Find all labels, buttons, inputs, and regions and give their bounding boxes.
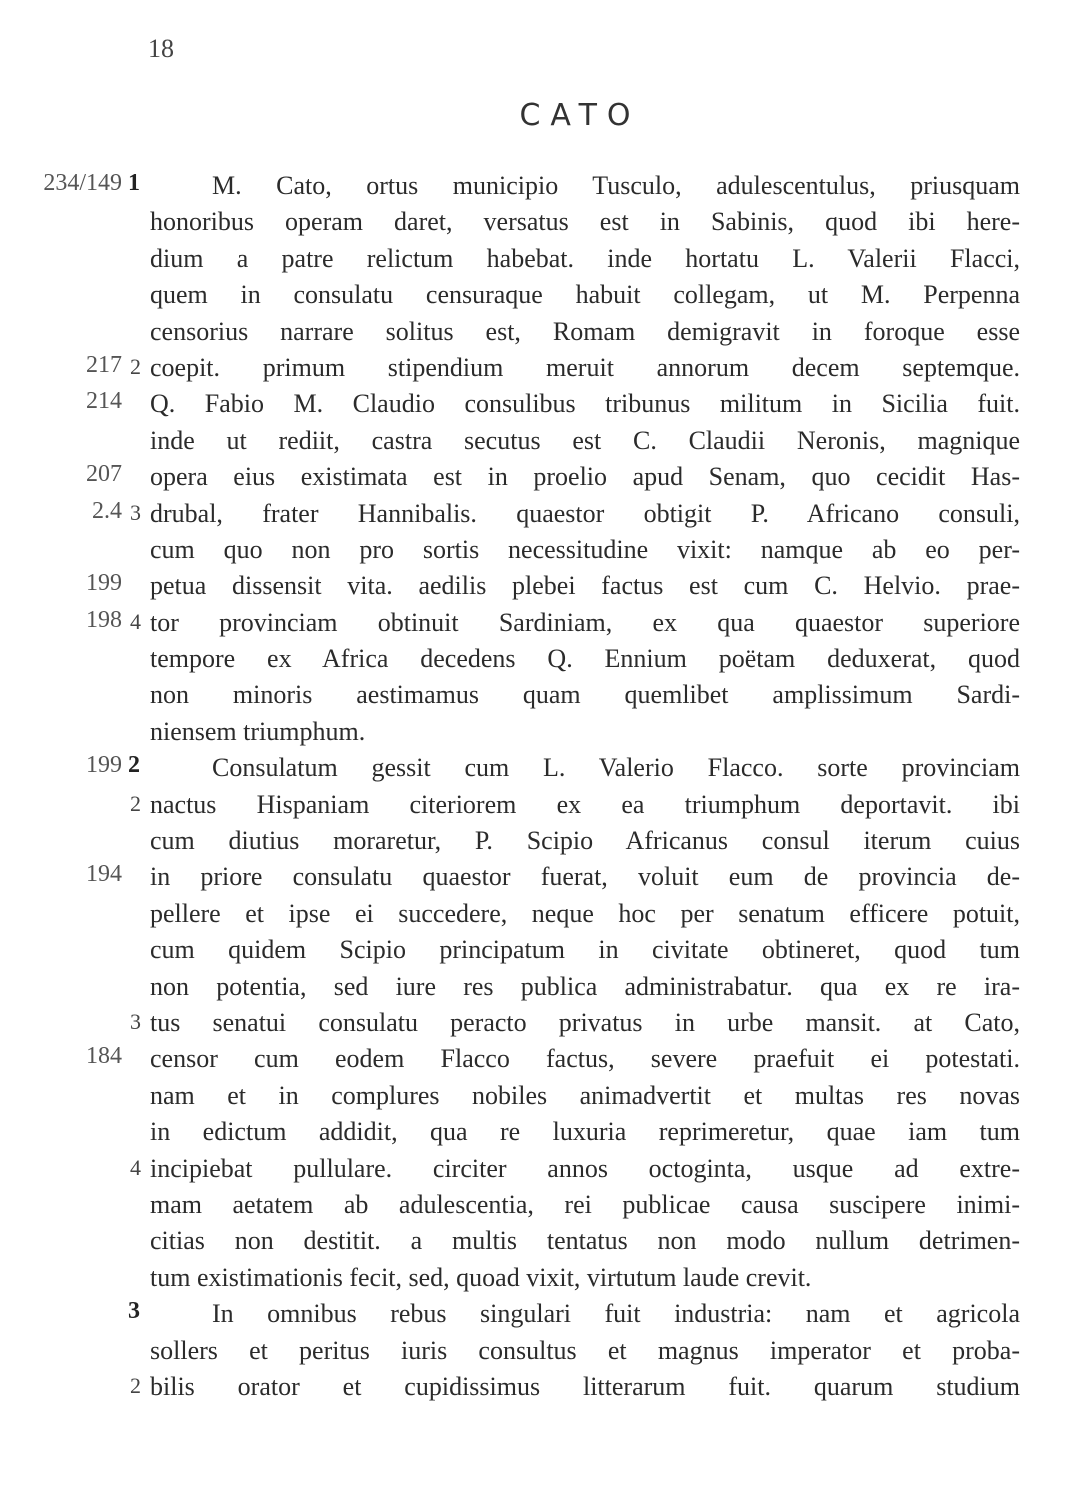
margin-date: 2.4 <box>92 497 122 524</box>
text-line <box>0 1369 1083 1405</box>
margin-date: 198 <box>86 606 122 633</box>
line-text: In omnibus rebus singulari fuit industria: nam et agricola <box>212 1299 1020 1329</box>
line-text: non minoris aestimamus quam quemlibet amplissimum Sardi- <box>150 680 1020 710</box>
line-text: in priore consulatu quaestor fuerat, voluit eum de provincia de- <box>150 862 1020 892</box>
text-line <box>0 859 1083 895</box>
line-text: censor cum eodem Flacco factus, severe praefuit ei potestati. <box>150 1044 1020 1074</box>
chapter-number: 2 <box>128 752 140 779</box>
line-text: mam aetatem ab adulescentia, rei publicae causa suscipere inimi- <box>150 1189 1020 1219</box>
line-text: incipiebat pullulare. circiter annos octoginta, usque ad extre- <box>150 1153 1020 1183</box>
line-text: pellere et ipse ei succedere, neque hoc per senatum efficere potuit, <box>150 898 1020 928</box>
line-text: honoribus operam daret, versatus est in Sabinis, quod ibi here- <box>150 207 1020 237</box>
text-line <box>0 677 1083 713</box>
margin-date: 199 <box>86 752 122 779</box>
line-text: Q. Fabio M. Claudio consulibus tribunus militum in Sicilia fuit. <box>150 389 1020 419</box>
text-line <box>0 1333 1083 1369</box>
text-line <box>0 1260 1083 1296</box>
section-number: 2 <box>130 353 141 379</box>
line-text: non potentia, sed iure res publica administrabatur. qua ex re ira- <box>150 971 1020 1001</box>
line-text: nactus Hispaniam citeriorem ex ea triumphum deportavit. ibi <box>150 789 1020 819</box>
text-line <box>0 1114 1083 1150</box>
margin-date: 217 <box>86 351 122 378</box>
page-title: CATO <box>519 98 641 133</box>
line-text: tor provinciam obtinuit Sardiniam, ex qua quaestor superiore <box>150 607 1020 637</box>
text-line <box>0 350 1083 386</box>
line-text: sollers et peritus iuris consultus et magnus imperator et proba- <box>150 1335 1020 1365</box>
text-line <box>0 568 1083 604</box>
line-text: censorius narrare solitus est, Romam demigravit in foroque esse <box>150 316 1020 346</box>
line-text: Consulatum gessit cum L. Valerio Flacco. sorte provinciam <box>212 753 1020 783</box>
text-line <box>0 204 1083 240</box>
section-number: 4 <box>130 608 141 634</box>
line-text: dium a patre relictum habebat. inde hortatu L. Valerii Flacci, <box>150 243 1020 273</box>
margin-date: 199 <box>86 570 122 597</box>
text-line <box>0 459 1083 495</box>
text-line <box>0 1296 1083 1332</box>
section-number: 2 <box>130 790 141 816</box>
text-line <box>0 386 1083 422</box>
section-number: 2 <box>130 1372 141 1398</box>
text-line <box>0 1223 1083 1259</box>
line-text: cum quidem Scipio principatum in civitate obtineret, quod tum <box>150 935 1020 965</box>
margin-date: 234/149 <box>43 170 122 196</box>
text-line <box>0 1151 1083 1187</box>
line-text: inde ut rediit, castra secutus est C. Claudii Neronis, magnique <box>150 425 1020 455</box>
page-number: 18 <box>148 34 174 63</box>
line-text: quem in consulatu censuraque habuit collegam, ut M. Perpenna <box>150 280 1020 310</box>
text-line <box>0 241 1083 277</box>
margin-date: 214 <box>86 388 122 415</box>
margin-date: 184 <box>86 1043 122 1070</box>
text-line <box>0 750 1083 786</box>
line-text: opera eius existimata est in proelio apud Senam, quo cecidit Has- <box>150 462 1020 492</box>
line-text: in edictum addidit, qua re luxuria reprimeretur, quae iam tum <box>150 1117 1020 1147</box>
chapter-number: 1 <box>128 170 140 196</box>
text-line <box>0 969 1083 1005</box>
line-text: M. Cato, ortus municipio Tusculo, adulescentulus, priusquam <box>212 171 1020 200</box>
line-text: nam et in complures nobiles animadvertit et multas res novas <box>150 1080 1020 1110</box>
text-line <box>0 277 1083 313</box>
text-line <box>0 641 1083 677</box>
line-text: niensem triumphum. <box>150 716 366 746</box>
line-text: coepit. primum stipendium meruit annorum decem septemque. <box>150 352 1020 382</box>
section-number: 3 <box>130 499 141 525</box>
line-text: cum quo non pro sortis necessitudine vixit: namque ab eo per- <box>150 534 1020 564</box>
line-text: tempore ex Africa decedens Q. Ennium poëtam deduxerat, quod <box>150 644 1020 674</box>
margin-date: 194 <box>86 861 122 888</box>
text-line <box>0 1187 1083 1223</box>
text-line <box>0 714 1083 750</box>
text-line <box>0 314 1083 350</box>
line-text: cum diutius moraretur, P. Scipio Africanus consul iterum cuius <box>150 826 1020 856</box>
text-line <box>0 423 1083 459</box>
text-line <box>0 1078 1083 1114</box>
text-line <box>0 896 1083 932</box>
text-line <box>0 532 1083 568</box>
text-line <box>0 1041 1083 1077</box>
text-line <box>0 787 1083 823</box>
text-line <box>0 823 1083 859</box>
text-line <box>0 1005 1083 1041</box>
line-text: drubal, frater Hannibalis. quaestor obtigit P. Africano consuli, <box>150 498 1020 528</box>
line-text: tus senatui consulatu peracto privatus in urbe mansit. at Cato, <box>150 1007 1020 1037</box>
body-text <box>0 168 1083 1405</box>
section-number: 4 <box>130 1154 141 1180</box>
line-text: petua dissensit vita. aedilis plebei factus est cum C. Helvio. prae- <box>150 571 1020 601</box>
line-text: bilis orator et cupidissimus litterarum fuit. quarum studium <box>150 1371 1020 1401</box>
line-text: tum existimationis fecit, sed, quoad vixit, virtutum laude crevit. <box>150 1262 812 1292</box>
text-line <box>0 496 1083 532</box>
chapter-number: 3 <box>128 1298 140 1325</box>
text-line <box>0 168 1083 204</box>
text-line <box>0 932 1083 968</box>
section-number: 3 <box>130 1008 141 1034</box>
margin-date: 207 <box>86 461 122 488</box>
line-text: citias non destitit. a multis tentatus non modo nullum detrimen- <box>150 1226 1020 1256</box>
text-line <box>0 605 1083 641</box>
